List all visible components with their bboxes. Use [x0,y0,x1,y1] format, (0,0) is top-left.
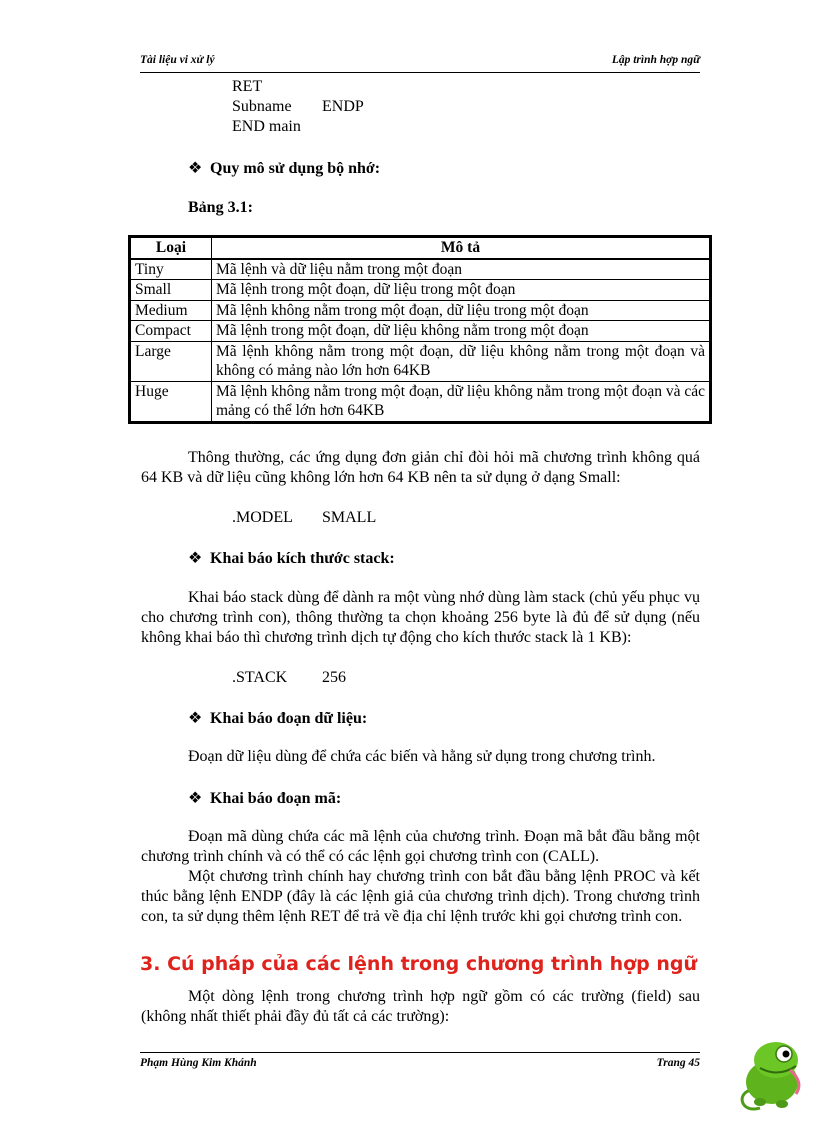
bullet-code-segment: ❖ Khai báo đoạn mã: [188,790,342,807]
chameleon-mascot-icon [730,1030,812,1120]
paragraph-data-segment: Đoạn dữ liệu dùng để chứa các biến và hằng sử dụng trong chương trình. [188,748,656,765]
section-heading [140,953,697,975]
table-header-type: Loại [130,237,212,259]
page-header [140,52,700,73]
table-row: Tiny Mã lệnh và dữ liệu nằm trong một đoạn [130,259,711,280]
paragraph-small-model: Thông thường, các ứng dụng đơn giản chỉ đòi hỏi mã chương trình không quá 64 KB và dữ liệu cũng không lớn hơn 64 KB nên ta sử dụng ở dạng Small: [141,449,700,486]
bullet-memory: ❖ Quy mô sử dụng bộ nhớ: [188,160,381,177]
table-row: Medium Mã lệnh không nằm trong một đoạn, dữ liệu trong một đoạn [130,300,711,321]
code-line: RET [232,78,263,95]
code-line: END main [232,118,301,135]
stack-directive: .STACK 256 [232,669,346,686]
table-row: Huge Mã lệnh không nằm trong một đoạn, dữ liệu không nằm trong một đoạn và các mảng có thể lớn hơn 64KB [130,381,711,422]
code-block-top [232,77,364,137]
table-row: Compact Mã lệnh trong một đoạn, dữ liệu không nằm trong một đoạn [130,321,711,342]
table-header-row [130,237,711,259]
section-number: 3. [140,953,161,975]
diamond-bullet-icon: ❖ [188,160,203,177]
model-directive: .MODEL SMALL [232,509,377,526]
paragraph-stack: Khai báo stack dùng để dành ra một vùng nhớ dùng làm stack (chủ yếu phục vụ cho chương trình con), thông thường ta chọn khoảng 256 byte là đủ để sử dụng (nếu không khai báo thì chương trình dịch tự động cho kích thước stack là 1 KB): [141,589,700,646]
paragraph-code-segment-1: Đoạn mã dùng chứa các mã lệnh của chương trình. Đoạn mã bắt đầu bằng một chương trình chính và có thể có các lệnh gọi chương trình con (CALL). [141,828,700,865]
memory-model-table [128,235,712,424]
bullet-stack: ❖ Khai báo kích thước stack: [188,550,395,567]
diamond-bullet-icon: ❖ [188,550,203,567]
header-left: Tài liệu vi xử lý [140,54,215,66]
code-line: Subname ENDP [232,98,364,115]
page-footer [140,1052,700,1073]
paragraph-code-segment-2: Một chương trình chính hay chương trình con bắt đầu bằng lệnh PROC và kết thúc bằng lệnh ENDP (đây là các lệnh giả của chương trình dịch). Trong chương trình con, ta sử dụng thêm lệnh RET để trả về địa chỉ lệnh trước khi gọi chương trình con. [141,868,700,925]
footer-page-number: Trang 45 [656,1057,700,1069]
footer-author: Phạm Hùng Kim Khánh [140,1057,257,1069]
diamond-bullet-icon: ❖ [188,790,203,807]
table-caption: Bảng 3.1: [188,199,253,216]
paragraph-syntax: Một dòng lệnh trong chương trình hợp ngữ gồm có các trường (field) sau (không nhất thiết phải đầy đủ tất cả các trường): [141,988,700,1025]
table-row: Large Mã lệnh không nằm trong một đoạn, dữ liệu không nằm trong một đoạn và không có mảng nào lớn hơn 64KB [130,341,711,381]
header-right: Lập trình hợp ngữ [611,54,700,66]
section-title: Cú pháp của các lệnh trong chương trình hợp ngữ [167,953,698,975]
table-row: Small Mã lệnh trong một đoạn, dữ liệu trong một đoạn [130,280,711,301]
diamond-bullet-icon: ❖ [188,710,203,727]
table-header-desc: Mô tả [212,237,711,259]
bullet-data-segment: ❖ Khai báo đoạn dữ liệu: [188,710,368,727]
